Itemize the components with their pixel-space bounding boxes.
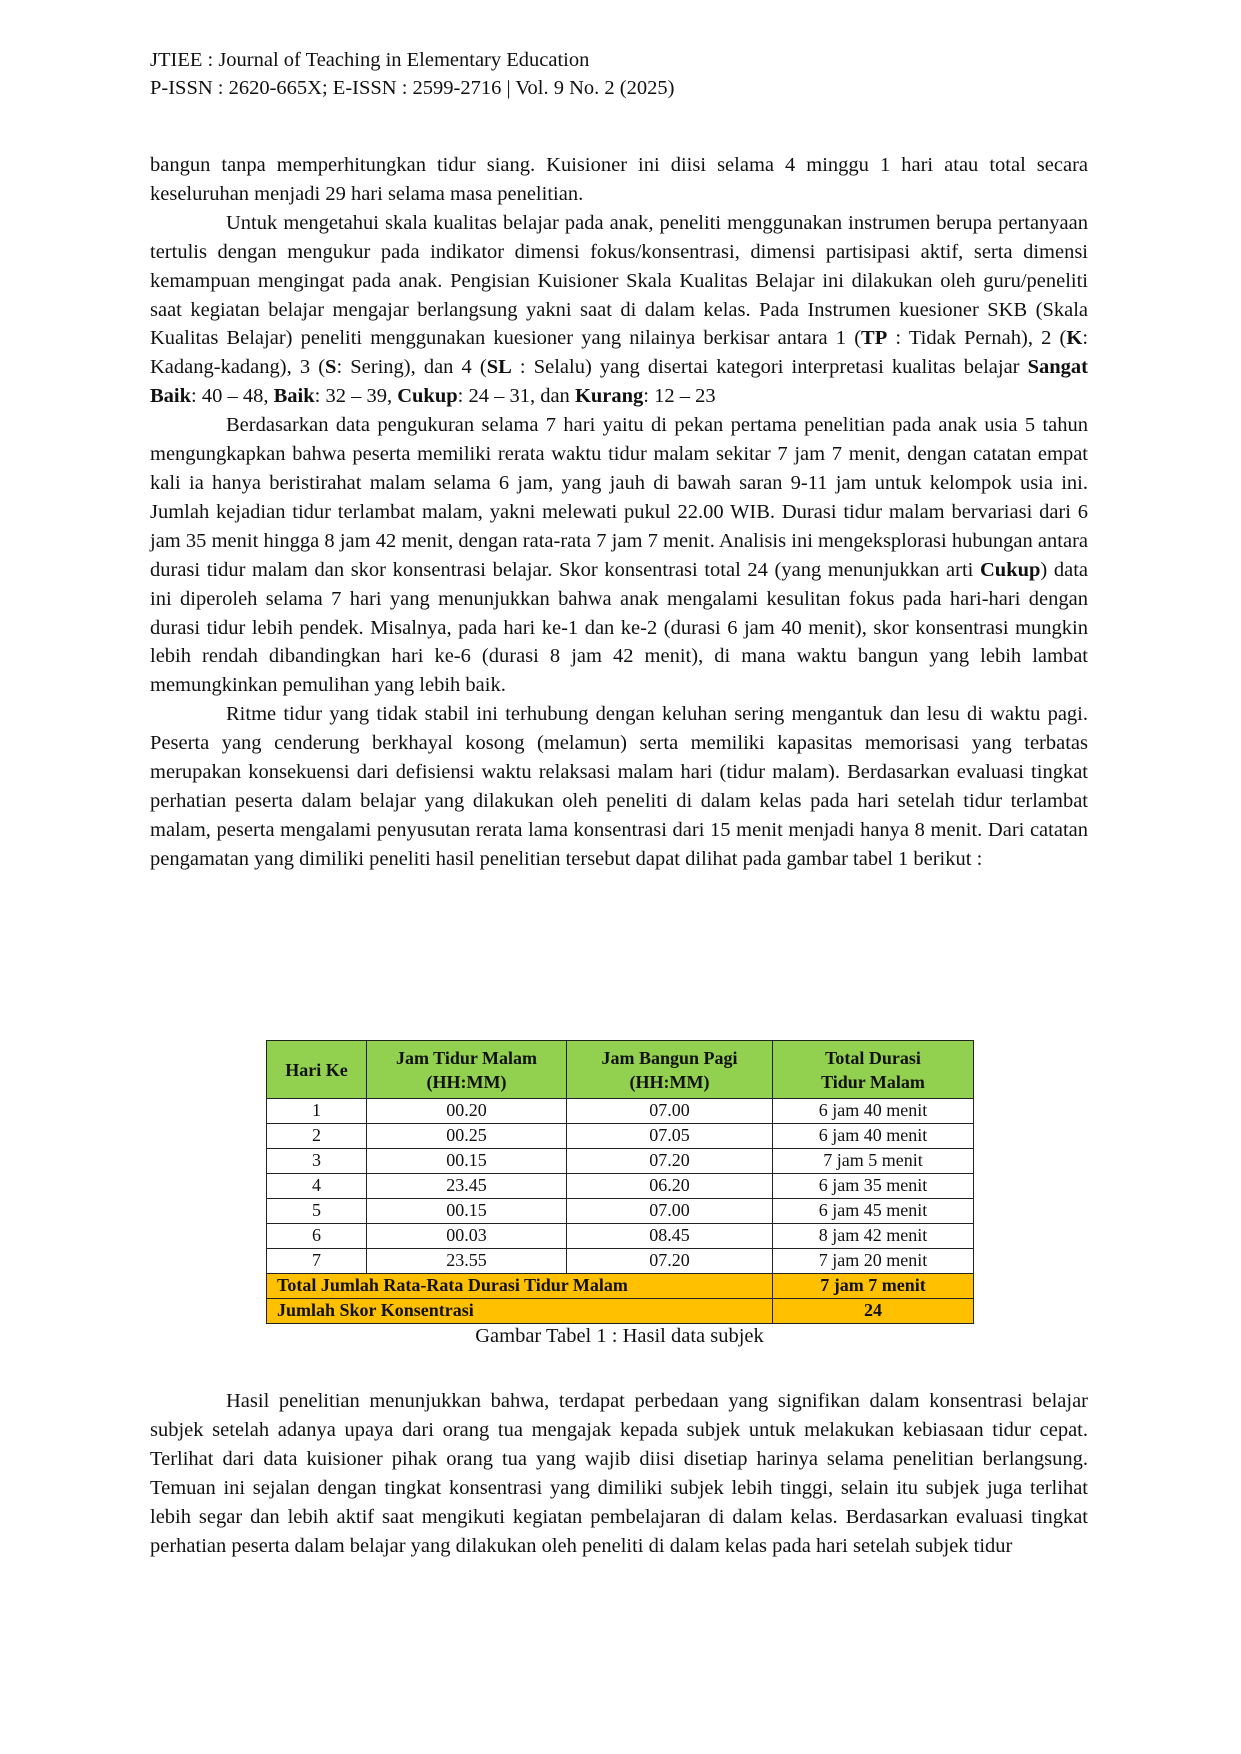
table-row xyxy=(267,1124,974,1149)
cell-tidur: 23.45 xyxy=(367,1174,567,1199)
page-header xyxy=(150,46,1110,102)
journal-title: JTIEE : Journal of Teaching in Elementary Education xyxy=(150,49,590,71)
cell-bangun: 07.00 xyxy=(567,1099,773,1124)
summary-row-score xyxy=(267,1299,974,1324)
cell-hari: 5 xyxy=(267,1199,367,1224)
table-caption: Gambar Tabel 1 : Hasil data subjek xyxy=(475,1325,764,1347)
average-value: 7 jam 7 menit xyxy=(773,1274,974,1299)
cell-bangun: 07.00 xyxy=(567,1199,773,1224)
paragraph-results: Hasil penelitian menunjukkan bahwa, terdapat perbedaan yang signifikan dalam konsentrasi belajar subjek setelah adanya upaya dari orang tua mengajak kepada subjek untuk melakukan kebiasaan tidur cepat. Terlihat dari data kuisioner pihak orang tua yang wajib diisi disetiap harinya selama penelitian berlangsung. Temuan ini sejalan dengan tingkat konsentrasi yang dimiliki subjek lebih tinggi, selain itu subjek juga terlihat lebih segar dan lebih aktif saat mengikuti kegiatan pembelajaran di dalam kelas. Berdasarkan evaluasi tingkat perhatian peserta dalam belajar yang dilakukan oleh peneliti di dalam kelas pada hari setelah subjek tidur xyxy=(150,1390,1088,1557)
table-header-row xyxy=(267,1041,974,1099)
cell-tidur: 00.25 xyxy=(367,1124,567,1149)
table-row xyxy=(267,1149,974,1174)
score-value: 24 xyxy=(773,1299,974,1324)
table-row xyxy=(267,1249,974,1274)
cell-hari: 4 xyxy=(267,1174,367,1199)
results-table-wrapper xyxy=(266,1040,973,1324)
cell-hari: 2 xyxy=(267,1124,367,1149)
cell-durasi: 6 jam 45 menit xyxy=(773,1199,974,1224)
average-label: Total Jumlah Rata-Rata Durasi Tidur Malam xyxy=(267,1274,773,1299)
paragraph-measurement: Berdasarkan data pengukuran selama 7 hari yaitu di pekan pertama penelitian pada anak usia 5 tahun mengungkapkan bahwa peserta memiliki rerata waktu tidur malam sekitar 7 jam 7 menit, dengan catatan empat kali ia hanya beristirahat malam selama 6 jam, yang jauh di bawah saran 9-11 jam untuk kelompok usia ini. Jumlah kejadian tidur terlambat malam, yakni melewati pukul 22.00 WIB. Durasi tidur malam bervariasi dari 6 jam 35 menit hingga 8 jam 42 menit, dengan rata-rata 7 jam 7 menit. Analisis ini mengeksplorasi hubungan antara durasi tidur malam dan skor konsentrasi belajar. Skor konsentrasi total 24 (yang menunjukkan arti Cukup) data ini diperoleh selama 7 hari yang menunjukkan bahwa anak mengalami kesulitan fokus pada hari-hari dengan durasi tidur lebih pendek. Misalnya, pada hari ke-1 dan ke-2 (durasi 6 jam 40 menit), skor konsentrasi mungkin lebih rendah dibandingkan hari ke-6 (durasi 8 jam 42 menit), di mana waktu bangun yang lebih lambat memungkinkan pemulihan yang lebih baik. xyxy=(150,414,1088,697)
cell-bangun: 06.20 xyxy=(567,1174,773,1199)
header-jam-bangun: Jam Bangun Pagi (HH:MM) xyxy=(567,1041,773,1099)
cell-bangun: 07.20 xyxy=(567,1149,773,1174)
cell-hari: 6 xyxy=(267,1224,367,1249)
journal-issn: P-ISSN : 2620-665X; E-ISSN : 2599-2716 | Vol. 9 No. 2 (2025) xyxy=(150,77,675,99)
header-jam-tidur: Jam Tidur Malam (HH:MM) xyxy=(367,1041,567,1099)
cell-hari: 3 xyxy=(267,1149,367,1174)
paragraph-continuation: bangun tanpa memperhitungkan tidur siang. Kuisioner ini diisi selama 4 minggu 1 hari atau total secara keseluruhan menjadi 29 hari selama masa penelitian. xyxy=(150,154,1088,205)
paragraph-rhythm: Ritme tidur yang tidak stabil ini terhubung dengan keluhan sering mengantuk dan lesu di waktu pagi. Peserta yang cenderung berkhayal kosong (melamun) serta memiliki kapasitas memorisasi yang terbatas merupakan konsekuensi dari defisiensi waktu relaksasi malam hari (tidur malam). Berdasarkan evaluasi tingkat perhatian peserta dalam belajar yang dilakukan oleh peneliti di dalam kelas pada hari setelah tidur terlambat malam, peserta mengalami penyusutan rerata lama konsentrasi dari 15 menit menjadi hanya 8 menit. Dari catatan pengamatan yang dimiliki peneliti hasil penelitian tersebut dapat dilihat pada gambar tabel 1 berikut : xyxy=(150,703,1088,870)
score-label: Jumlah Skor Konsentrasi xyxy=(267,1299,773,1324)
header-hari: Hari Ke xyxy=(267,1041,367,1099)
table-row xyxy=(267,1199,974,1224)
cell-hari: 7 xyxy=(267,1249,367,1274)
cell-bangun: 07.20 xyxy=(567,1249,773,1274)
cell-bangun: 07.05 xyxy=(567,1124,773,1149)
table-row xyxy=(267,1224,974,1249)
body-text-top xyxy=(150,151,1088,874)
body-text-bottom xyxy=(150,1387,1088,1560)
cell-durasi: 8 jam 42 menit xyxy=(773,1224,974,1249)
cell-tidur: 00.15 xyxy=(367,1199,567,1224)
cell-durasi: 6 jam 35 menit xyxy=(773,1174,974,1199)
cell-durasi: 6 jam 40 menit xyxy=(773,1099,974,1124)
cell-durasi: 7 jam 20 menit xyxy=(773,1249,974,1274)
cell-tidur: 00.03 xyxy=(367,1224,567,1249)
cell-tidur: 00.15 xyxy=(367,1149,567,1174)
cell-durasi: 7 jam 5 menit xyxy=(773,1149,974,1174)
results-table xyxy=(266,1040,974,1324)
table-row xyxy=(267,1099,974,1124)
summary-row-average xyxy=(267,1274,974,1299)
header-total-durasi: Total Durasi Tidur Malam xyxy=(773,1041,974,1099)
cell-tidur: 00.20 xyxy=(367,1099,567,1124)
cell-hari: 1 xyxy=(267,1099,367,1124)
cell-durasi: 6 jam 40 menit xyxy=(773,1124,974,1149)
table-row xyxy=(267,1174,974,1199)
paragraph-instrument: Untuk mengetahui skala kualitas belajar pada anak, peneliti menggunakan instrumen berupa pertanyaan tertulis dengan mengukur pada indikator dimensi fokus/konsentrasi, dimensi partisipasi aktif, serta dimensi kemampuan mengingat pada anak. Pengisian Kuisioner Skala Kualitas Belajar ini dilakukan oleh guru/peneliti saat kegiatan belajar mengajar berlangsung yakni saat di dalam kelas. Pada Instrumen kuesioner SKB (Skala Kualitas Belajar) peneliti menggunakan kuesioner yang nilainya berkisar antara 1 (TP : Tidak Pernah), 2 (K: Kadang-kadang), 3 (S: Sering), dan 4 (SL : Selalu) yang disertai kategori interpretasi kualitas belajar Sangat Baik: 40 – 48, Baik: 32 – 39, Cukup: 24 – 31, dan Kurang: 12 – 23 xyxy=(150,211,1089,408)
cell-tidur: 23.55 xyxy=(367,1249,567,1274)
cell-bangun: 08.45 xyxy=(567,1224,773,1249)
